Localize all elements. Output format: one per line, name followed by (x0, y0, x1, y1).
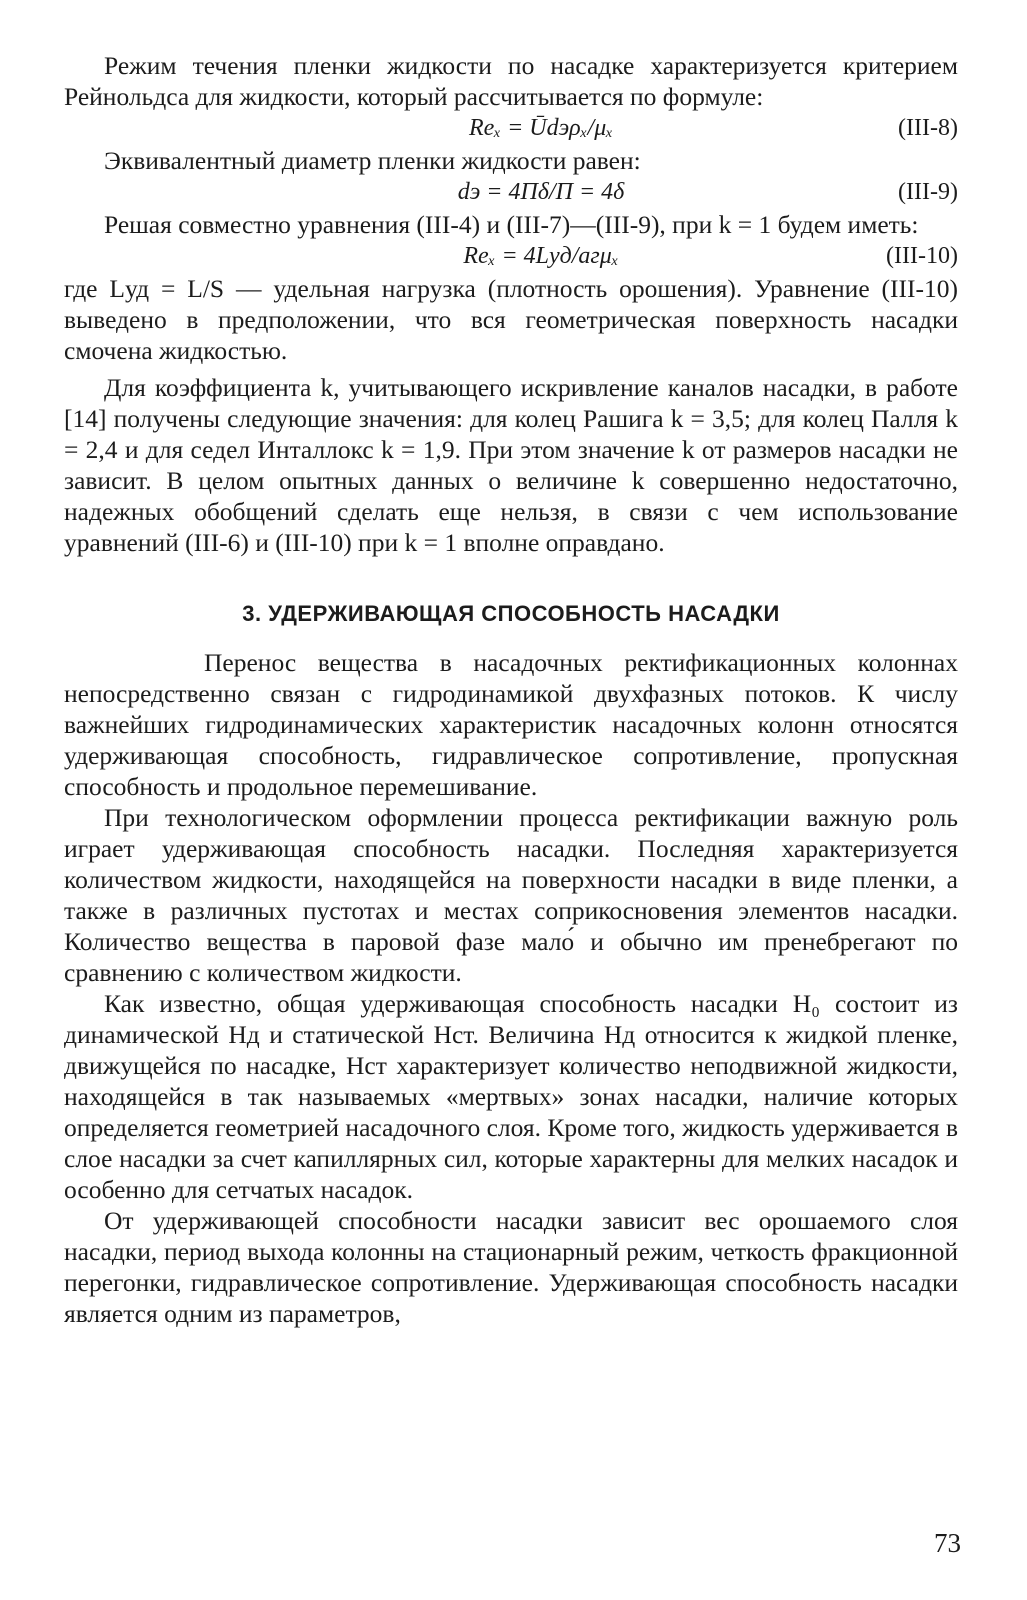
paragraph: Как известно, общая удерживающая способность насадки H₀ состоит из динамической Hд и статической Hст. Величина Hд относится к жидкой пленке, движущейся по насадке, Hст характеризует количество неподвижной жидкости, находящейся в так называемых «мертвых» зонах насадки, наличие которых определяется геометрией насадочного слоя. Кроме того, жидкость удерживается в слое насадки за счет капиллярных сил, которые характерны для мелких насадок и особенно для сетчатых насадок. (64, 989, 958, 1204)
paragraph: От удерживающей способности насадки зависит вес орошаемого слоя насадки, период выхода колонны на стационарный режим, четкость фракционной перегонки, гидравлическое сопротивление. Удерживающая способность насадки является одним из параметров, (64, 1206, 958, 1328)
section-heading: 3. УДЕРЖИВАЮЩАЯ СПОСОБНОСТЬ НАСАДКИ (242, 601, 780, 626)
equation-III-8 (64, 112, 958, 145)
equation-formula: Reₓ = 4Lуд/aгμₓ (463, 243, 619, 269)
paragraph: Для коэффициента k, учитывающего искривление каналов насадки, в работе [14] получены следующие значения: для колец Рашига k = 3,5; для колец Палля k = 2,4 и для седел Инталлокс k = 1,9. При этом значение k от размеров насадки не зависит. В целом опытных данных о величине k совершенно недостаточно, надежных обобщений сделать еще нельзя, в связи с чем использование уравнений (III-6) и (III-10) при k = 1 вполне оправдано. (64, 373, 958, 557)
paragraph: При технологическом оформлении процесса ректификации важную роль играет удерживающая способность насадки. Последняя характеризуется количеством жидкости, находящейся на поверхности насадки в виде пленки, а также в различных пустотах и местах соприкосновения элементов насадки. Количество вещества в паровой фазе мало́ и обычно им пренебрегают по сравнению с количеством жидкости. (64, 803, 958, 987)
equation-III-10 (64, 240, 958, 273)
page-number: 73 (934, 1528, 961, 1558)
paragraph: Эквивалентный диаметр пленки жидкости равен: (104, 146, 641, 175)
paragraph: Решая совместно уравнения (III-4) и (III-7)—(III-9), при k = 1 будем иметь: (104, 210, 919, 239)
paragraph: Перенос вещества в насадочных ректификационных колоннах непосредственно связан с гидродинамикой двухфазных потоков. К числу важнейших гидродинамических характеристик насадочных колонн относятся удерживающая способность, гидравлическое сопротивление, пропускная способность и продольное перемешивание. (64, 648, 958, 801)
equation-formula: Reₓ = Ūdэρₓ/μₓ (468, 115, 614, 141)
page-body (64, 50, 958, 1329)
paragraph: где Lуд = L/S — удельная нагрузка (плотность орошения). Уравнение (III-10) выведено в предположении, что вся геометрическая поверхность насадки смочена жидкостью. (64, 274, 958, 365)
equation-number: (III-9) (898, 179, 958, 205)
equation-number: (III-8) (898, 115, 958, 141)
equation-III-9 (64, 176, 958, 209)
paragraph: Режим течения пленки жидкости по насадке характеризуется критерием Рейнольдса для жидкости, который рассчитывается по формуле: (64, 51, 958, 111)
equation-formula: dэ = 4Πδ/Π = 4δ (457, 179, 625, 205)
equation-number: (III-10) (886, 243, 958, 269)
